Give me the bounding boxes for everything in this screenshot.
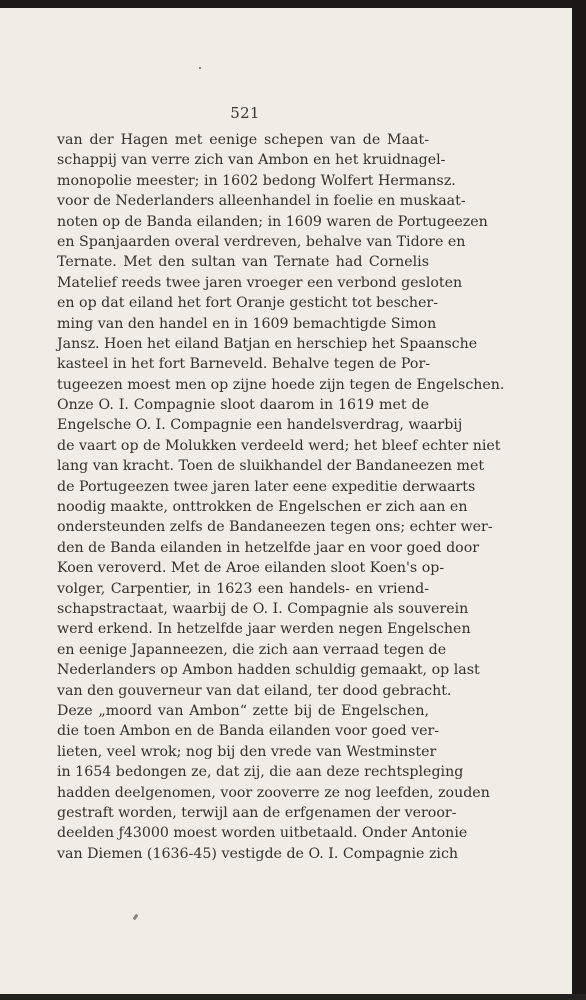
scan-border-bottom [0, 994, 586, 1000]
text-line: en Spanjaarden overal verdreven, behalve van Tidore en [57, 233, 466, 250]
text-line: ming van den handel en in 1609 bemachtigde Simon [57, 315, 437, 332]
text-line: werd erkend. In hetzelfde jaar werden negen Engelschen [57, 621, 471, 638]
text-line: hadden deelgenomen, voor zooverre ze nog leefden, zouden [57, 784, 490, 801]
text-line: Ternate. Met den sultan van Ternate had Cornelis [57, 254, 429, 271]
text-line: Matelief reeds twee jaren vroeger een verbond gesloten [57, 274, 463, 291]
text-line: schappij van verre zich van Ambon en het kruidnagel- [57, 152, 446, 169]
book-page [0, 8, 572, 994]
text-line: den de Banda eilanden in hetzelfde jaar en voor goed door [57, 539, 480, 556]
text-line: voor de Nederlanders alleenhandel in foelie en muskaat- [57, 193, 466, 210]
body-text [57, 130, 505, 864]
paper-speck [199, 67, 201, 69]
text-line: en eenige Japanneezen, die zich aan verraad tegen de [57, 641, 447, 658]
text-line: kasteel in het fort Barneveld. Behalve tegen de Por- [57, 356, 431, 373]
text-line: Nederlanders op Ambon hadden schuldig gemaakt, op last [57, 662, 480, 679]
text-line: deelden ƒ43000 moest worden uitbetaald. Onder Antonie [57, 825, 468, 842]
text-line: volger, Carpentier, in 1623 een handels- en vriend- [57, 580, 429, 597]
text-line: noten op de Banda eilanden; in 1609 waren de Portugeezen [57, 213, 488, 230]
text-line: die toen Ambon en de Banda eilanden voor goed ver- [57, 723, 440, 740]
text-line: Engelsche O. I. Compagnie een handelsverdrag, waarbij [57, 417, 463, 434]
text-line: lang van kracht. Toen de sluikhandel der Bandaneezen met [57, 458, 485, 475]
text-line: Koen veroverd. Met de Aroe eilanden sloot Koen's op- [57, 560, 445, 577]
text-line: noodig maakte, onttrokken de Engelschen er zich aan en [57, 499, 468, 516]
text-line: ondersteunden zelfs de Bandaneezen tegen ons; echter wer- [57, 519, 493, 536]
text-line: van Diemen (1636-45) vestigde de O. I. Compagnie zich [57, 845, 459, 862]
text-line: in 1654 bedongen ze, dat zij, die aan deze rechtspleging [57, 764, 464, 781]
page-number: 521 [230, 104, 260, 122]
text-line: Jansz. Hoen het eiland Batjan en herschiep het Spaansche [57, 335, 478, 352]
text-line: tugeezen moest men op zijne hoede zijn tegen de Engelschen. [57, 376, 505, 393]
text-line: Onze O. I. Compagnie sloot daarom in 1619 met de [57, 397, 429, 414]
text-line: gestraft worden, terwijl aan de erfgenamen der veroor- [57, 804, 457, 821]
text-line: monopolie meester; in 1602 bedong Wolfert Hermansz. [57, 172, 456, 189]
text-line: de vaart op de Molukken verdeeld werd; het bleef echter niet [57, 437, 501, 454]
paper-speck [133, 914, 139, 921]
text-line: de Portugeezen twee jaren later eene expeditie derwaarts [57, 478, 476, 495]
text-line: Deze „moord van Ambon“ zette bij de Engelschen, [57, 702, 429, 719]
scan-border-right [572, 0, 586, 1000]
text-line: en op dat eiland het fort Oranje gesticht tot bescher- [57, 295, 438, 312]
text-line: van den gouverneur van dat eiland, ter dood gebracht. [57, 682, 452, 699]
text-line: schapstractaat, waarbij de O. I. Compagnie als souverein [57, 600, 469, 617]
text-line: lieten, veel wrok; nog bij den vrede van Westminster [57, 743, 437, 760]
text-line: van der Hagen met eenige schepen van de Maat- [57, 132, 429, 148]
